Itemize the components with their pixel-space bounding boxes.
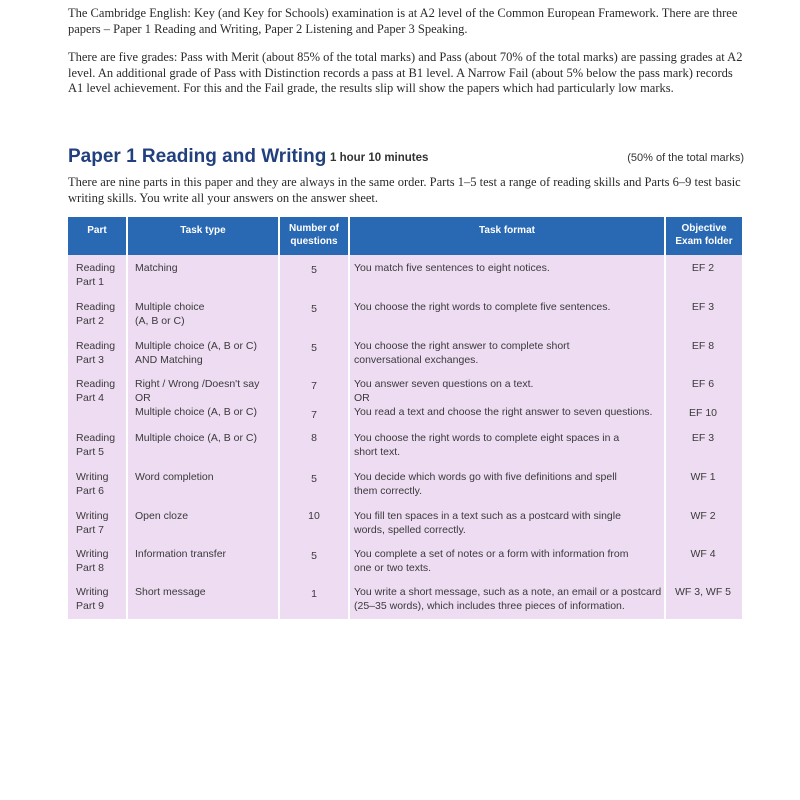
- intro-paragraph-2: [68, 50, 748, 97]
- task-format-line-2: one or two texts.: [354, 562, 432, 574]
- task-type-line-1: Right / Wrong /Doesn't say: [135, 378, 260, 390]
- task-format-line-2: OR: [354, 392, 370, 404]
- task-format-line-1: You choose the right answer to complete short: [354, 340, 570, 352]
- task-format-line-2: words, spelled correctly.: [354, 524, 466, 536]
- table-header-row: [68, 217, 742, 255]
- task-format-cell: [354, 470, 674, 498]
- exam-folder-cell: WF 4: [690, 548, 716, 560]
- part-cell: [76, 509, 126, 537]
- task-type-cell: Matching: [135, 262, 178, 274]
- task-format-line-1: You decide which words go with five definitions and spell: [354, 471, 617, 483]
- exam-folder-cell: EF 3: [691, 301, 715, 313]
- question-count-cell: 8: [311, 432, 317, 444]
- part-skill: Reading: [76, 262, 116, 274]
- part-skill: Reading: [76, 432, 116, 444]
- part-skill: Reading: [76, 301, 116, 313]
- task-type-line-2: (A, B or C): [135, 315, 185, 327]
- question-count-cell: 5: [311, 303, 317, 315]
- exam-folder-cell: EF 3: [691, 432, 715, 444]
- task-format-cell: [354, 377, 674, 419]
- task-type-line-1: Multiple choice (A, B or C): [135, 340, 257, 352]
- header-number-line-2: questions: [290, 236, 338, 247]
- task-type-cell: Word completion: [135, 471, 214, 483]
- header-folder-line-1: Objective: [681, 223, 727, 234]
- part-number: Part 3: [76, 354, 105, 366]
- task-format-line-1: You write a short message, such as a note, an email or a postcard: [354, 586, 662, 598]
- paper-duration: 1 hour 10 minutes: [330, 152, 429, 164]
- intro-text-1: The Cambridge English: Key (and Key for Schools) examination is at A2 level of the Common European Framework. There are three papers – Paper 1 Reading and Writing, Paper 2 Listening and Paper 3 Speaking.: [68, 6, 738, 36]
- question-count-cell: 5: [311, 342, 317, 354]
- exam-folder-cell: EF 10: [688, 407, 717, 419]
- task-format-line-2: conversational exchanges.: [354, 354, 479, 366]
- task-format-line-2: them correctly.: [354, 485, 423, 497]
- part-cell: [76, 585, 126, 613]
- task-type-line-2: OR: [135, 392, 151, 404]
- paper-description: There are nine parts in this paper and they are always in the same order. Parts 1–5 test a range of reading skills and Parts 6–9 test basic writing skills. You write all your answers on the answer sheet.: [68, 175, 741, 205]
- task-type-cell: [135, 377, 283, 419]
- task-type-line-1: Multiple choice: [135, 301, 205, 313]
- part-skill: Writing: [76, 471, 109, 483]
- column-divider: [126, 217, 128, 619]
- task-type-line-2: AND Matching: [135, 354, 203, 366]
- question-count-cell: 5: [311, 473, 317, 485]
- intro-text-2: There are five grades: Pass with Merit (about 85% of the total marks) and Pass (about 70% of the total marks) are passing grades at A2 level. An additional grade of Pass with Distinction records a pass at B1 level. A Narrow Fail (about 5% below the pass mark) records A1 level achievement. For this and the Fail grade, the results slip will show the papers which had particularly low marks.: [68, 50, 743, 95]
- header-number-of-questions: [280, 222, 348, 248]
- question-count-cell: 10: [308, 510, 320, 522]
- task-format-line-2: (25–35 words), which includes three pieces of information.: [354, 600, 625, 612]
- task-format-line-2: short text.: [354, 446, 401, 458]
- task-format-cell: [354, 547, 674, 575]
- header-part: Part: [87, 225, 107, 236]
- task-type-cell: [135, 300, 283, 328]
- part-number: Part 6: [76, 485, 105, 497]
- task-format-cell: [354, 339, 674, 367]
- question-count-cell: 5: [311, 264, 317, 276]
- task-format-line-1: You complete a set of notes or a form with information from: [354, 548, 629, 560]
- paper-title: Paper 1 Reading and Writing: [68, 146, 327, 167]
- task-type-cell: [135, 339, 283, 367]
- exam-folder-cell: WF 3, WF 5: [675, 586, 731, 598]
- part-cell: [76, 377, 126, 405]
- header-folder-line-2: Exam folder: [675, 236, 733, 247]
- task-format-line-1: You choose the right words to complete eight spaces in a: [354, 432, 620, 444]
- paper-structure-table: [68, 217, 742, 619]
- exam-folder-cell: WF 1: [690, 471, 716, 483]
- task-format-cell: You match five sentences to eight notices.: [354, 262, 550, 274]
- part-skill: Reading: [76, 340, 116, 352]
- header-task-format: Task format: [479, 225, 535, 236]
- question-count-cell: 1: [311, 588, 317, 600]
- task-type-cell: Short message: [135, 586, 206, 598]
- part-number: Part 5: [76, 446, 105, 458]
- task-format-cell: [354, 431, 674, 459]
- part-cell: [76, 261, 126, 289]
- part-cell: [76, 547, 126, 575]
- part-number: Part 7: [76, 524, 105, 536]
- exam-folder-cell: WF 2: [690, 510, 716, 522]
- paper-marks-share: (50% of the total marks): [627, 152, 744, 164]
- task-format-cell: [354, 509, 674, 537]
- exam-folder-cell: EF 6: [691, 378, 715, 390]
- header-task-type: Task type: [180, 225, 226, 236]
- task-format-cell: You choose the right words to complete five sentences.: [354, 301, 611, 313]
- part-number: Part 1: [76, 276, 105, 288]
- header-number-line-1: Number of: [289, 223, 339, 234]
- intro-paragraph-1: [68, 6, 748, 37]
- task-type-line-3: Multiple choice (A, B or C): [135, 406, 257, 418]
- part-skill: Reading: [76, 378, 116, 390]
- task-format-line-3: You read a text and choose the right answer to seven questions.: [354, 406, 653, 418]
- part-cell: [76, 431, 126, 459]
- task-format-line-1: You fill ten spaces in a text such as a postcard with single: [354, 510, 621, 522]
- part-skill: Writing: [76, 586, 109, 598]
- part-number: Part 2: [76, 315, 105, 327]
- task-format-cell: [354, 585, 674, 613]
- question-count-cell: 7: [311, 380, 317, 392]
- part-cell: [76, 470, 126, 498]
- part-skill: Writing: [76, 548, 109, 560]
- header-exam-folder: [666, 222, 742, 248]
- task-type-cell: Information transfer: [135, 548, 227, 560]
- part-number: Part 8: [76, 562, 105, 574]
- part-number: Part 9: [76, 600, 105, 612]
- part-cell: [76, 300, 126, 328]
- part-number: Part 4: [76, 392, 105, 404]
- task-type-cell: Open cloze: [135, 510, 189, 522]
- exam-folder-cell: EF 2: [691, 262, 715, 274]
- question-count-cell: 7: [311, 409, 317, 421]
- task-format-line-1: You answer seven questions on a text.: [354, 378, 534, 390]
- exam-folder-cell: EF 8: [691, 340, 715, 352]
- paper-heading: [68, 146, 744, 172]
- question-count-cell: 5: [311, 550, 317, 562]
- part-cell: [76, 339, 126, 367]
- part-skill: Writing: [76, 510, 109, 522]
- task-type-cell: Multiple choice (A, B or C): [135, 432, 257, 444]
